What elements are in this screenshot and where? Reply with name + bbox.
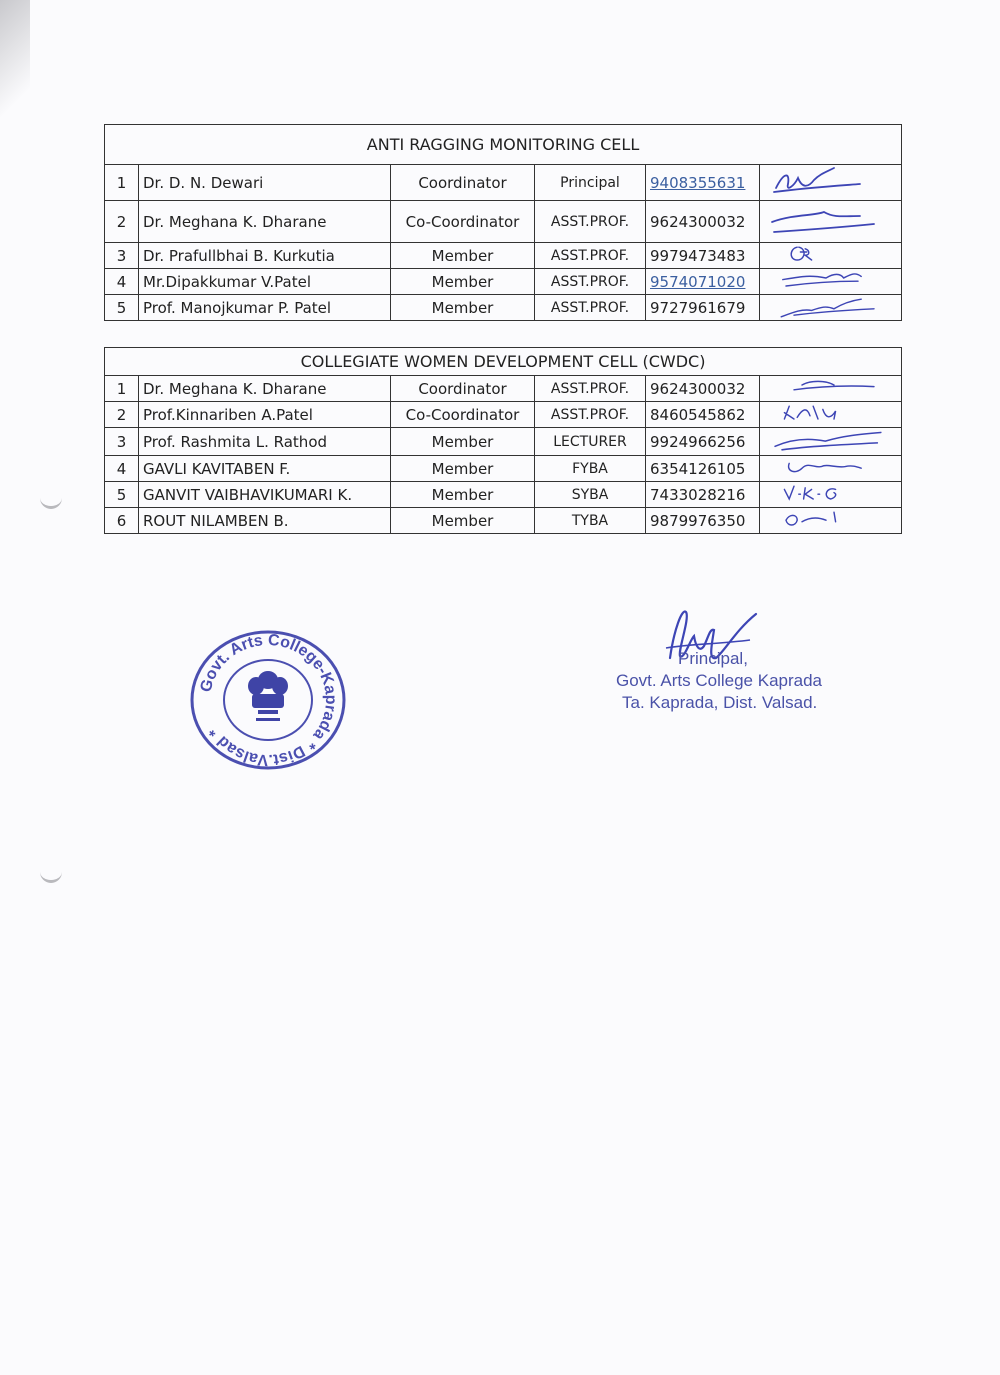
handwritten-signature	[764, 377, 902, 401]
row-number: 5	[105, 482, 139, 508]
signature-stroke	[783, 273, 861, 285]
member-phone: 9879976350	[650, 511, 746, 530]
principal-stamp	[616, 648, 822, 714]
handwritten-signature	[764, 457, 902, 481]
college-seal-stamp	[188, 630, 348, 770]
member-role: Member	[391, 295, 535, 321]
row-number: 4	[105, 456, 139, 482]
member-phone-cell	[646, 269, 760, 295]
member-phone: 7433028216	[650, 485, 746, 504]
member-role: Coordinator	[391, 165, 535, 201]
table-row	[105, 243, 902, 269]
member-designation: ASST.PROF.	[535, 201, 646, 243]
member-name: Dr. Meghana K. Dharane	[139, 201, 391, 243]
member-role: Co-Coordinator	[391, 201, 535, 243]
member-name: Prof. Rashmita L. Rathod	[139, 428, 391, 456]
handwritten-signature	[764, 270, 902, 294]
member-role: Member	[391, 482, 535, 508]
signature-cell	[760, 402, 902, 428]
member-role: Member	[391, 456, 535, 482]
member-phone-cell	[646, 165, 760, 201]
member-phone-cell	[646, 243, 760, 269]
member-phone-cell	[646, 295, 760, 321]
row-number: 1	[105, 165, 139, 201]
member-role: Member	[391, 508, 535, 534]
member-phone: 6354126105	[650, 459, 746, 478]
signature-stroke	[772, 212, 874, 232]
row-number: 2	[105, 201, 139, 243]
handwritten-signature	[764, 429, 902, 455]
signature-cell	[760, 269, 902, 295]
member-designation: ASST.PROF.	[535, 269, 646, 295]
table-row	[105, 269, 902, 295]
anti-ragging-table	[104, 124, 902, 321]
handwritten-signature	[764, 166, 902, 200]
signature-stroke	[774, 168, 860, 192]
member-role: Member	[391, 243, 535, 269]
member-role: Co-Coordinator	[391, 402, 535, 428]
row-number: 3	[105, 243, 139, 269]
member-phone-cell	[646, 402, 760, 428]
svg-text:Govt. Arts College-Kaprada * D: Govt. Arts College-Kaprada * Dist.Valsad *	[197, 631, 340, 769]
table-title: COLLEGIATE WOMEN DEVELOPMENT CELL (CWDC)	[105, 348, 902, 376]
table-row	[105, 295, 902, 321]
member-phone: 9727961679	[650, 298, 746, 317]
member-designation: LECTURER	[535, 428, 646, 456]
member-name: Prof.Kinnariben A.Patel	[139, 402, 391, 428]
signature-cell	[760, 243, 902, 269]
member-phone-cell	[646, 456, 760, 482]
member-designation: TYBA	[535, 508, 646, 534]
member-designation: ASST.PROF.	[535, 295, 646, 321]
row-number: 5	[105, 295, 139, 321]
signature-cell	[760, 508, 902, 534]
member-phone: 9979473483	[650, 246, 746, 265]
member-name: Mr.Dipakkumar V.Patel	[139, 269, 391, 295]
scan-edge-shadow	[0, 0, 30, 140]
member-name: Dr. D. N. Dewari	[139, 165, 391, 201]
member-name: GANVIT VAIBHAVIKUMARI K.	[139, 482, 391, 508]
table-row	[105, 201, 902, 243]
table-row	[105, 508, 902, 534]
handwritten-signature	[764, 403, 902, 427]
row-number: 2	[105, 402, 139, 428]
table-row	[105, 428, 902, 456]
signature-cell	[760, 482, 902, 508]
punch-hole-mark	[40, 492, 62, 509]
member-designation: ASST.PROF.	[535, 376, 646, 402]
member-designation: ASST.PROF.	[535, 402, 646, 428]
signature-stroke	[775, 432, 881, 449]
signature-stroke	[784, 406, 835, 419]
signature-cell	[760, 456, 902, 482]
member-phone-cell	[646, 201, 760, 243]
table-row	[105, 456, 902, 482]
handwritten-signature	[764, 296, 902, 320]
table-title: ANTI RAGGING MONITORING CELL	[105, 125, 902, 165]
member-role: Member	[391, 269, 535, 295]
row-number: 3	[105, 428, 139, 456]
member-designation: ASST.PROF.	[535, 243, 646, 269]
member-phone[interactable]: 9574071020	[650, 272, 746, 291]
signature-stroke	[786, 512, 836, 525]
member-phone-cell	[646, 508, 760, 534]
member-phone[interactable]: 9408355631	[650, 173, 746, 192]
signature-cell	[760, 201, 902, 243]
table-row	[105, 165, 902, 201]
handwritten-signature	[764, 244, 902, 268]
table-row	[105, 482, 902, 508]
row-number: 4	[105, 269, 139, 295]
member-phone-cell	[646, 482, 760, 508]
member-name: Dr. Prafullbhai B. Kurkutia	[139, 243, 391, 269]
member-role: Coordinator	[391, 376, 535, 402]
member-designation: SYBA	[535, 482, 646, 508]
table-row	[105, 402, 902, 428]
member-phone: 9624300032	[650, 379, 746, 398]
member-phone: 8460545862	[650, 405, 746, 424]
college-name: Govt. Arts College Kaprada	[616, 671, 823, 690]
member-name: Prof. Manojkumar P. Patel	[139, 295, 391, 321]
member-name: ROUT NILAMBEN B.	[139, 508, 391, 534]
member-designation: FYBA	[535, 456, 646, 482]
row-number: 6	[105, 508, 139, 534]
handwritten-signature	[764, 483, 902, 507]
college-address: Ta. Kaprada, Dist. Valsad.	[622, 693, 818, 712]
handwritten-signature	[764, 509, 902, 533]
member-role: Member	[391, 428, 535, 456]
punch-hole-mark	[40, 866, 62, 883]
member-designation: Principal	[535, 165, 646, 201]
signature-stroke	[781, 299, 874, 317]
signature-stroke	[784, 486, 835, 499]
signature-cell	[760, 376, 902, 402]
member-phone: 9924966256	[650, 432, 746, 451]
signature-cell	[760, 428, 902, 456]
member-name: GAVLI KAVITABEN F.	[139, 456, 391, 482]
signature-cell	[760, 165, 902, 201]
member-name: Dr. Meghana K. Dharane	[139, 376, 391, 402]
signature-stroke	[791, 247, 811, 260]
member-phone: 9624300032	[650, 212, 746, 231]
signature-stroke	[789, 463, 862, 471]
signature-stroke	[794, 381, 874, 389]
table-row	[105, 376, 902, 402]
cwdc-table	[104, 347, 902, 534]
principal-title: Principal,	[678, 649, 748, 668]
member-phone-cell	[646, 376, 760, 402]
handwritten-signature	[764, 202, 902, 242]
member-phone-cell	[646, 428, 760, 456]
row-number: 1	[105, 376, 139, 402]
signature-cell	[760, 295, 902, 321]
